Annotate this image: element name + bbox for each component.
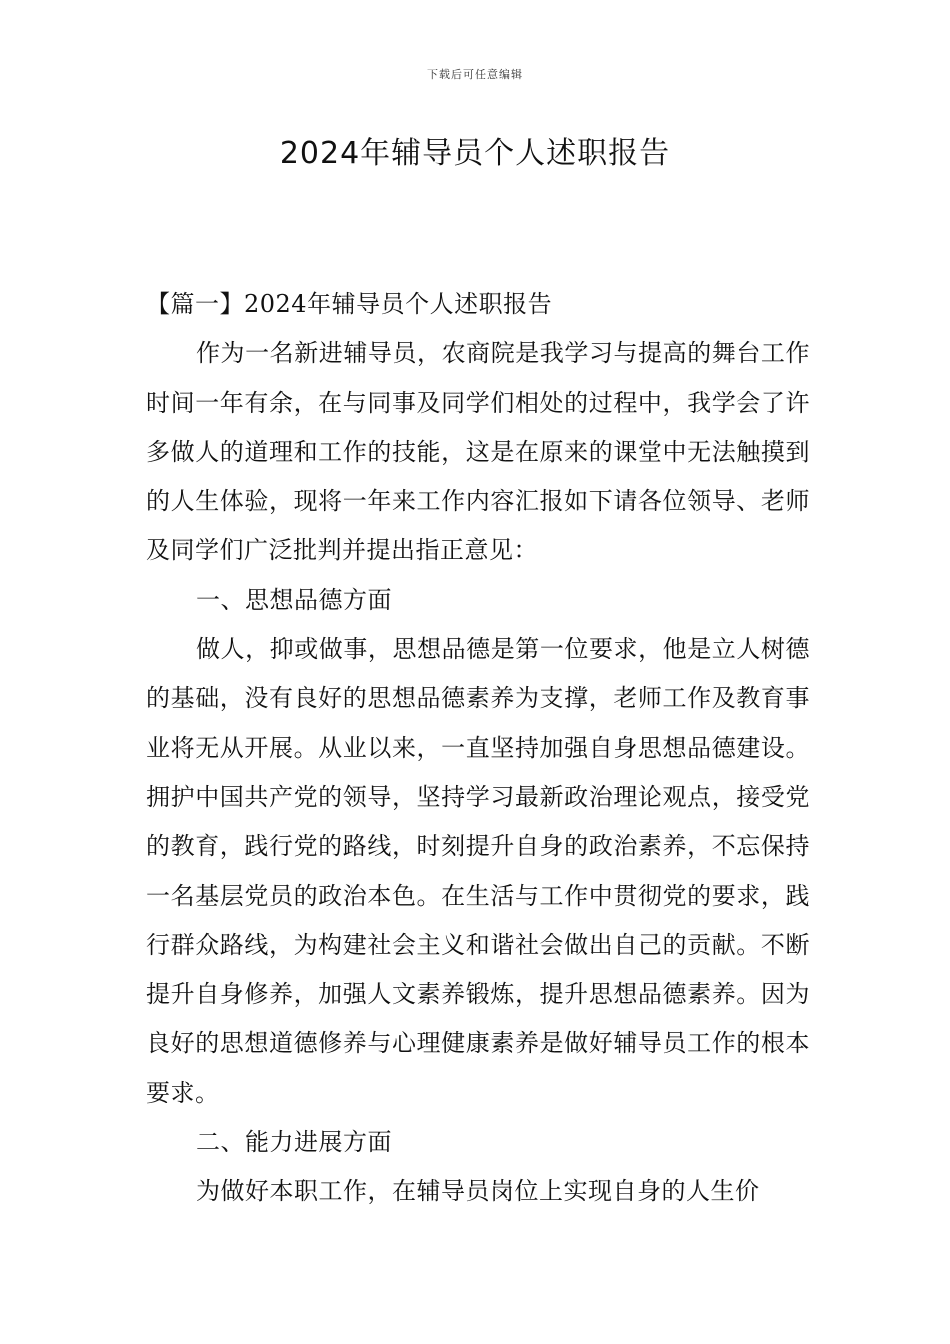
paragraph-moral: 做人，抑或做事，思想品德是第一位要求，他是立人树德的基础，没有良好的思想品德素养为支撑，老师工作及教育事业将无从开展。从业以来，一直坚持加强自身思想品德建设。拥护中国共产党的领导，坚持学习最新政治理论观点，接受党的教育，践行党的路线，时刻提升自身的政治素养，不忘保持一名基层党员的政治本色。在生活与工作中贯彻党的要求，践行群众路线，为构建社会主义和谐社会做出自己的贡献。不断提升自身修养，加强人文素养锻炼，提升思想品德素养。因为良好的思想道德修养与心理健康素养是做好辅导员工作的根本要求。: [146, 635, 810, 1107]
paragraph-ability: 为做好本职工作，在辅导员岗位上实现自身的人生价: [196, 1177, 760, 1206]
header-note: 下载后可任意编辑: [427, 68, 523, 81]
section-heading-2: 二、能力进展方面: [196, 1128, 392, 1157]
document-body: [146, 280, 810, 1217]
document-title: 2024年辅导员个人述职报告: [279, 136, 671, 171]
paragraph-intro: 作为一名新进辅导员，农商院是我学习与提高的舞台工作时间一年有余，在与同事及同学们相处的过程中，我学会了许多做人的道理和工作的技能，这是在原来的课堂中无法触摸到的人生体验，现将一年来工作内容汇报如下请各位领导、老师及同学们广泛批判并提出指正意见：: [146, 339, 810, 565]
section-heading-1: 一、思想品德方面: [196, 585, 392, 614]
section-subtitle: 【篇一】2024年辅导员个人述职报告: [146, 290, 553, 318]
